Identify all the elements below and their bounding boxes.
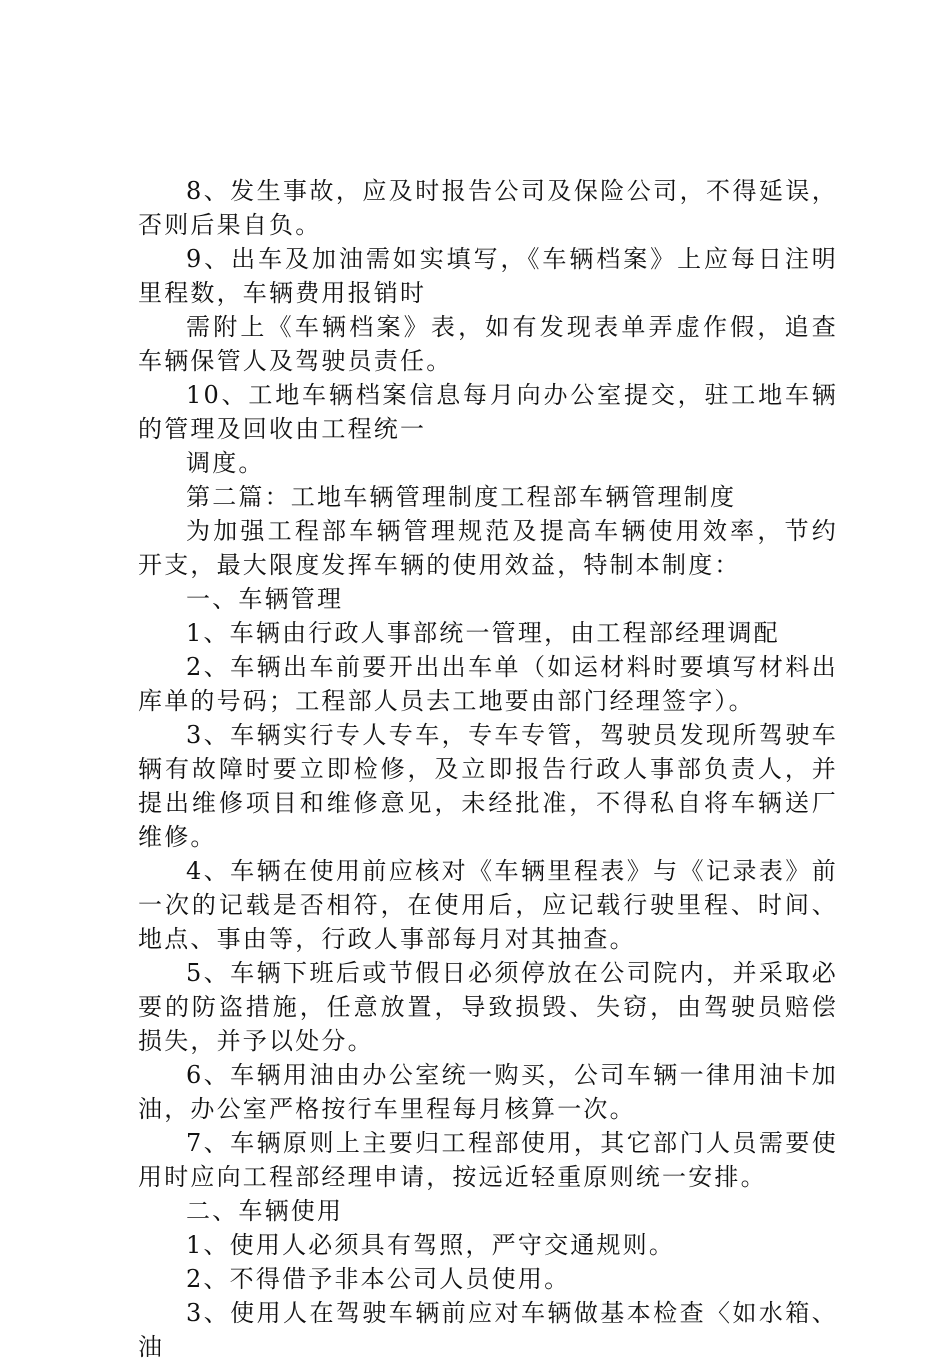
paragraph-site-vehicle-archive: 10、工地车辆档案信息每月向办公室提交，驻工地车辆的管理及回收由工程统一 (138, 381, 838, 443)
paragraph-management-6: 6、车辆用油由办公室统一购买，公司车辆一律用油卡加油，办公室严格按行车里程每月核算一次。 (138, 1061, 838, 1123)
paragraph-fuel-record-continued: 需附上《车辆档案》表，如有发现表单弄虚作假，追查车辆保管人及驾驶员责任。 (138, 313, 838, 375)
heading-vehicle-management: 一、车辆管理 (186, 585, 344, 613)
paragraph-management-1: 1、车辆由行政人事部统一管理，由工程部经理调配 (186, 619, 780, 647)
paragraph-management-5: 5、车辆下班后或节假日必须停放在公司院内，并采取必要的防盗措施，任意放置，导致损毁、失窃，由驾驶员赔偿损失，并予以处分。 (138, 959, 838, 1055)
paragraph-use-3: 3、使用人在驾驶车辆前应对车辆做基本检查〈如水箱、油 (138, 1299, 838, 1361)
paragraph-management-2: 2、车辆出车前要开出出车单（如运材料时要填写材料出库单的号码；工程部人员去工地要由部门经理签字）。 (138, 653, 838, 715)
paragraph-use-2: 2、不得借予非本公司人员使用。 (186, 1265, 571, 1293)
paragraph-site-vehicle-archive-continued: 调度。 (186, 449, 265, 477)
paragraph-purpose: 为加强工程部车辆管理规范及提高车辆使用效率，节约开支，最大限度发挥车辆的使用效益，特制本制度： (138, 517, 838, 579)
paragraph-management-3: 3、车辆实行专人专车，专车专管，驾驶员发现所驾驶车辆有故障时要立即检修，及立即报告行政人事部负责人，并提出维修项目和维修意见，未经批准，不得私自将车辆送厂维修。 (138, 721, 838, 851)
document-body (138, 174, 838, 1364)
heading-vehicle-use: 二、车辆使用 (186, 1197, 344, 1225)
paragraph-management-4: 4、车辆在使用前应核对《车辆里程表》与《记录表》前一次的记载是否相符，在使用后，应记载行驶里程、时间、地点、事由等，行政人事部每月对其抽查。 (138, 857, 838, 953)
section-title-part-two: 第二篇：工地车辆管理制度工程部车辆管理制度 (186, 483, 737, 511)
paragraph-fuel-record: 9、出车及加油需如实填写，《车辆档案》上应每日注明里程数，车辆费用报销时 (138, 245, 838, 307)
paragraph-accident-report: 8、发生事故，应及时报告公司及保险公司，不得延误，否则后果自负。 (138, 177, 838, 239)
paragraph-management-7: 7、车辆原则上主要归工程部使用，其它部门人员需要使用时应向工程部经理申请，按远近轻重原则统一安排。 (138, 1129, 838, 1191)
paragraph-use-1: 1、使用人必须具有驾照，严守交通规则。 (186, 1231, 676, 1259)
